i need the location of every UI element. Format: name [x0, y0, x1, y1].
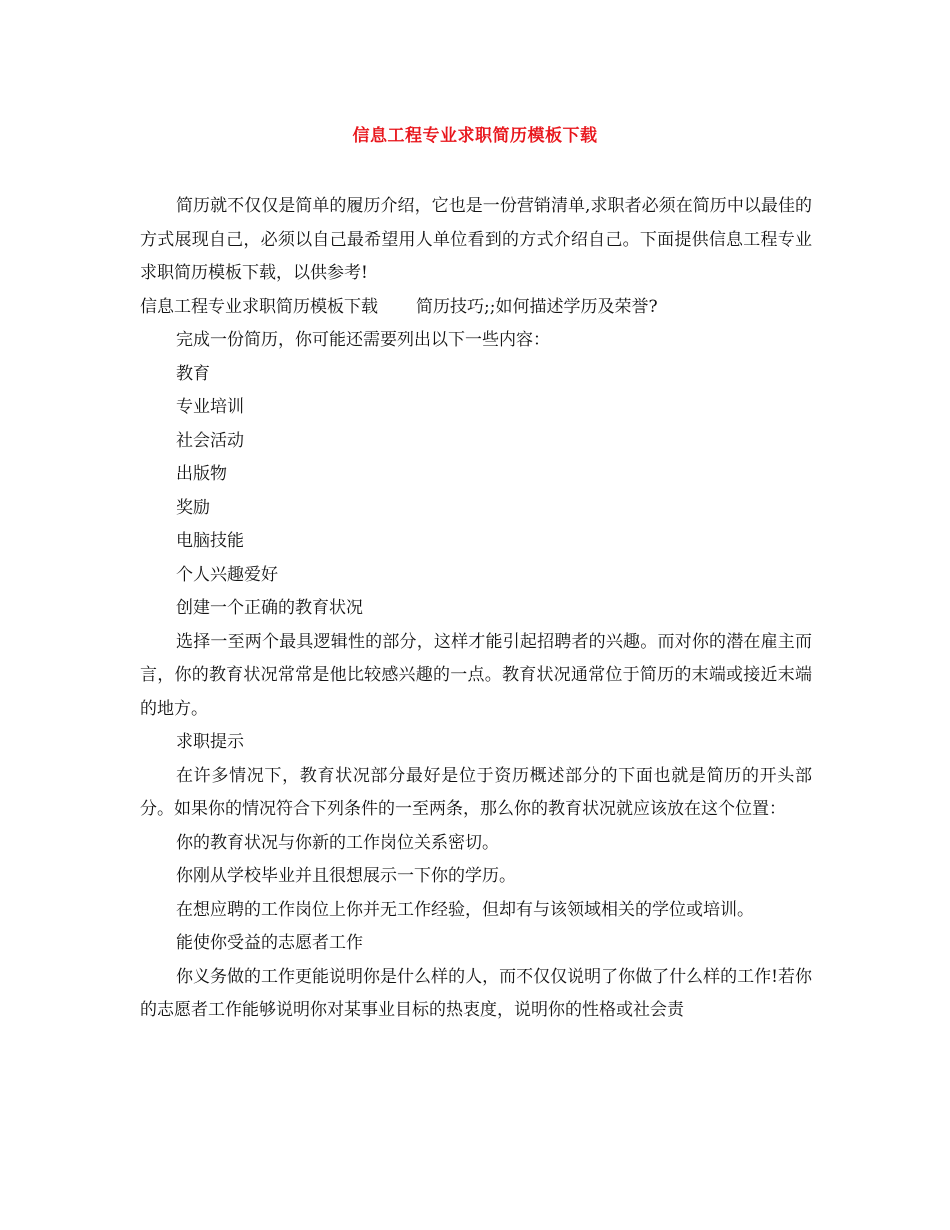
heading-line	[140, 291, 812, 325]
condition-item: 你刚从学校毕业并且很想展示一下你的学历。	[176, 866, 516, 886]
list-item: 出版物	[176, 464, 227, 484]
condition-item: 在想应聘的工作岗位上你并无工作经验，但却有与该领域相关的学位或培训。	[176, 899, 754, 920]
list-item: 教育	[176, 363, 210, 384]
section3-text: 你义务做的工作更能说明你是什么样的人，而不仅仅说明了你做了什么样的工作!若你的志愿者工作能够说明你对某事业目标的热衷度，说明你的性格或社会责	[140, 966, 812, 1020]
list-item: 电脑技能	[176, 531, 244, 551]
list-item: 个人兴趣爱好	[176, 564, 278, 585]
list-item: 专业培训	[176, 397, 244, 417]
section1-text: 选择一至两个最具逻辑性的部分，这样才能引起招聘者的兴趣。而对你的潜在雇主而言，你的教育状况常常是他比较感兴趣的一点。教育状况通常位于简历的末端或接近末端的地方。	[140, 631, 812, 719]
heading-line-left: 信息工程专业求职简历模板下载	[140, 296, 378, 317]
section2-heading: 求职提示	[176, 732, 244, 752]
list-intro: 完成一份简历，你可能还需要列出以下一些内容：	[176, 330, 550, 350]
list-item: 社会活动	[176, 430, 244, 451]
section3-heading: 能使你受益的志愿者工作	[176, 933, 363, 953]
document-title: 信息工程专业求职简历模板下载	[352, 126, 598, 146]
condition-item: 你的教育状况与你新的工作岗位关系密切。	[176, 832, 499, 853]
list-item: 奖励	[176, 497, 210, 518]
section1-heading: 创建一个正确的教育状况	[176, 598, 363, 618]
heading-line-right: 简历技巧;;如何描述学历及荣誉?	[416, 296, 658, 317]
section2-text: 在许多情况下，教育状况部分最好是位于资历概述部分的下面也就是简历的开头部分。如果你的情况符合下列条件的一至两条，那么你的教育状况就应该放在这个位置：	[140, 765, 812, 819]
intro-paragraph: 简历就不仅仅是简单的履历介绍，它也是一份营销清单,求职者必须在简历中以最佳的方式展现自己，必须以自己最希望用人单位看到的方式介绍自己。下面提供信息工程专业求职简历模板下载，以供参考!	[140, 196, 812, 283]
document-body	[140, 190, 812, 1028]
